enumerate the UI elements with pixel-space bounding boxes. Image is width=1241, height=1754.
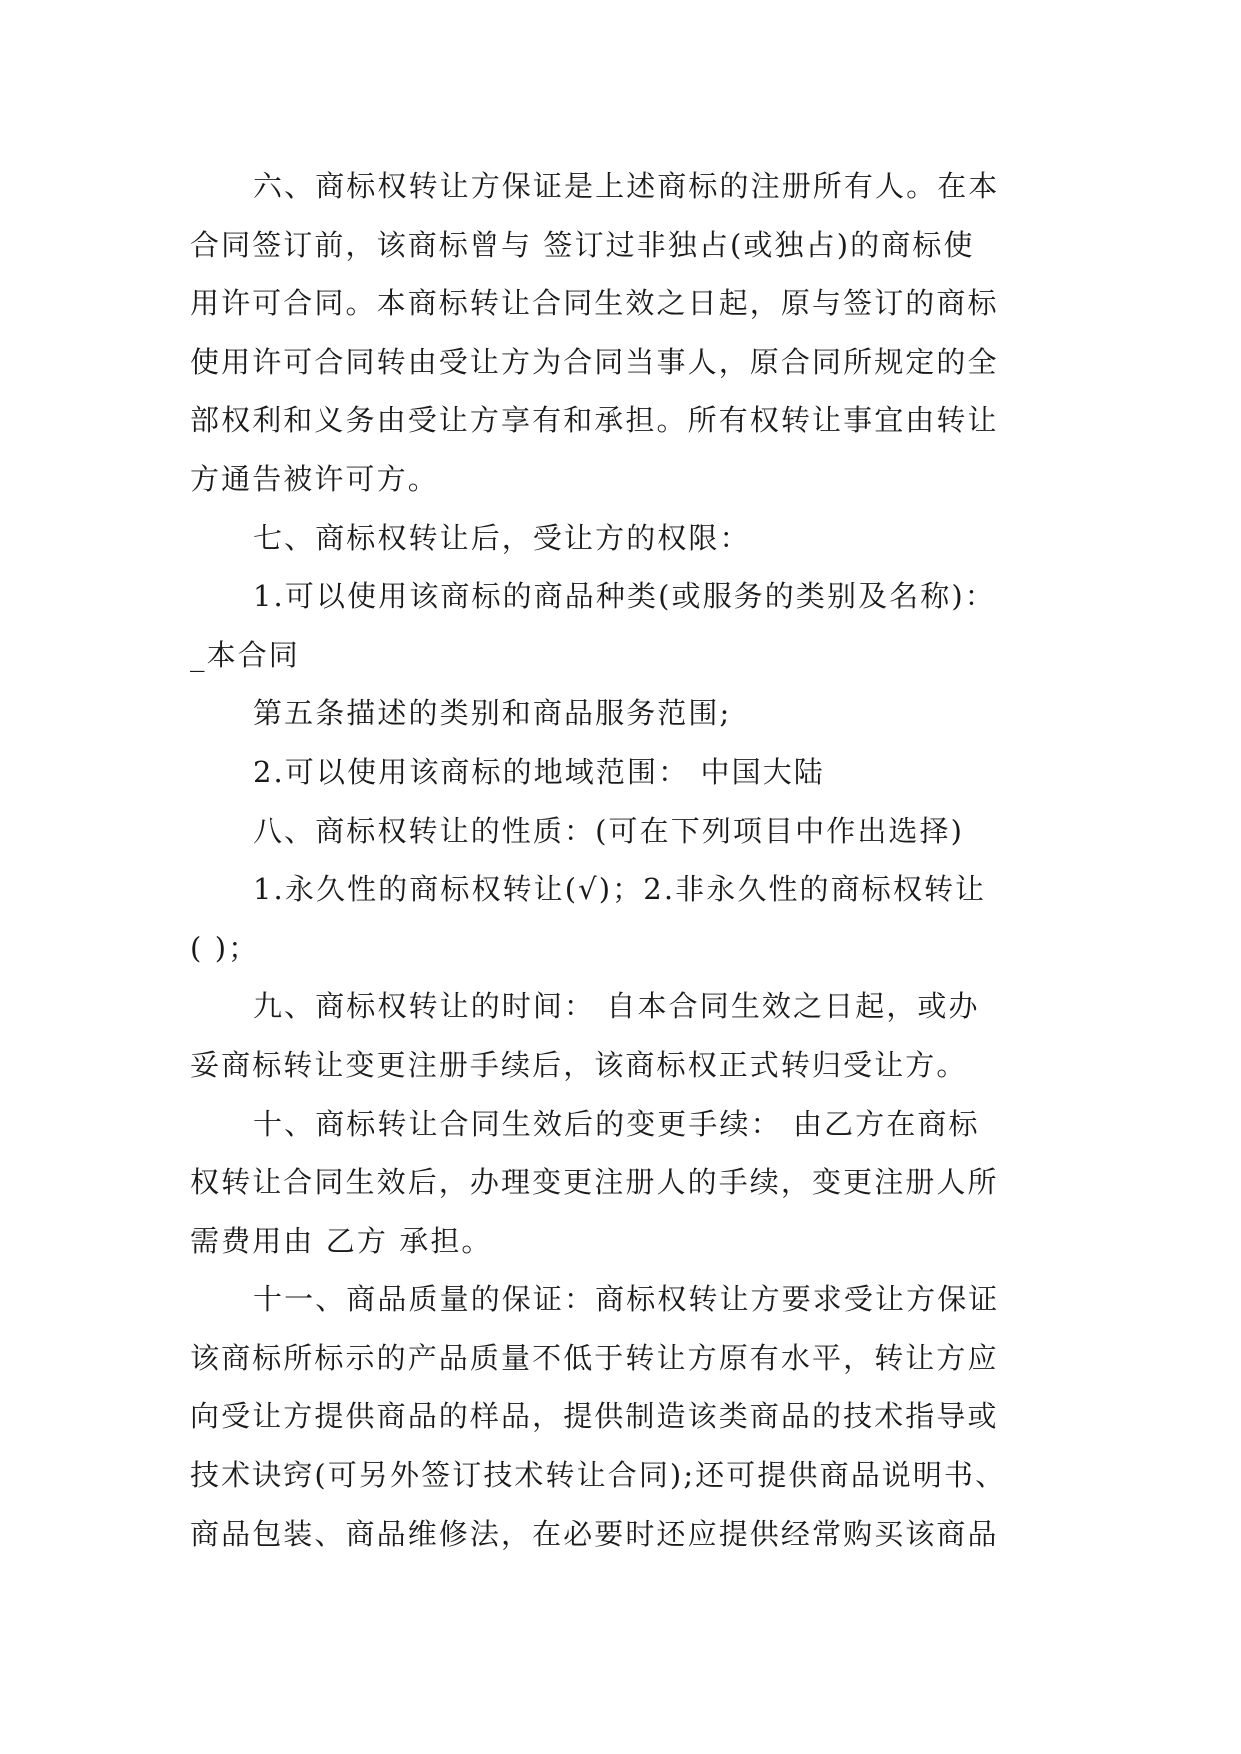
text-line: 该商标所标示的产品质量不低于转让方原有水平，转让方应 bbox=[190, 1340, 999, 1375]
text-line: 1.永久性的商标权转让(√)；2.非永久性的商标权转让 bbox=[253, 872, 987, 907]
text-line: 妥商标转让变更注册手续后，该商标权正式转归受让方。 bbox=[190, 1047, 968, 1082]
text-line: 十、商标转让合同生效后的变更手续： 由乙方在商标 bbox=[253, 1106, 980, 1141]
text-line: 向受让方提供商品的样品，提供制造该类商品的技术指导或 bbox=[190, 1399, 999, 1434]
text-line: 六、商标权转让方保证是上述商标的注册所有人。在本 bbox=[253, 169, 1000, 203]
text-line: 需费用由 乙方 承担。 bbox=[190, 1223, 493, 1258]
text-line: _本合同 bbox=[190, 637, 300, 672]
text-line: 使用许可合同转由受让方为合同当事人，原合同所规定的全 bbox=[190, 344, 999, 379]
document-body bbox=[190, 157, 1065, 1563]
text-line: 合同签订前，该商标曾与 签订过非独占(或独占)的商标使 bbox=[190, 227, 975, 262]
text-line: ( )； bbox=[190, 930, 260, 965]
text-line: 八、商标权转让的性质：(可在下列项目中作出选择) bbox=[253, 813, 965, 848]
text-line: 权转让合同生效后，办理变更注册人的手续，变更注册人所 bbox=[190, 1165, 999, 1200]
text-line: 2.可以使用该商标的地域范围： 中国大陆 bbox=[253, 754, 825, 789]
text-line: 部权利和义务由受让方享有和承担。所有权转让事宜由转让 bbox=[190, 403, 999, 438]
text-line: 九、商标权转让的时间： 自本合同生效之日起，或办 bbox=[253, 989, 980, 1024]
text-line: 用许可合同。本商标转让合同生效之日起，原与签订的商标 bbox=[190, 286, 999, 321]
text-line: 商品包装、商品维修法，在必要时还应提供经常购买该商品 bbox=[190, 1516, 999, 1551]
text-line: 技术诀窍(可另外签订技术转让合同);还可提供商品说明书、 bbox=[190, 1458, 1007, 1493]
text-line: 七、商标权转让后，受让方的权限： bbox=[253, 520, 751, 555]
text-line: 1.可以使用该商标的商品种类(或服务的类别及名称)： bbox=[253, 579, 996, 614]
text-line: 方通告被许可方。 bbox=[190, 461, 439, 496]
text-line: 十一、商品质量的保证：商标权转让方要求受让方保证 bbox=[253, 1282, 1000, 1317]
text-line: 第五条描述的类别和商品服务范围; bbox=[253, 696, 732, 731]
